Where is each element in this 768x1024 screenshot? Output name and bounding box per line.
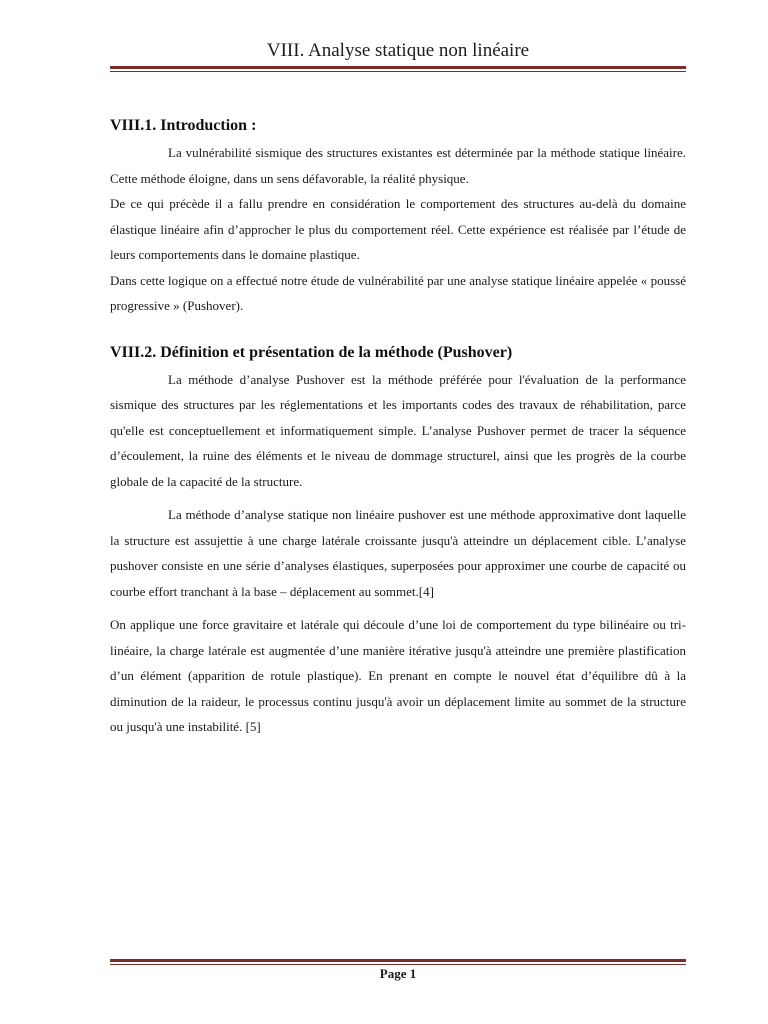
footer-rule-thin xyxy=(110,964,686,965)
footer-rule xyxy=(110,959,686,962)
section-definition xyxy=(110,339,686,740)
paragraph: La méthode d’analyse statique non linéaire pushover est une méthode approximative dont laquelle la structure est assujettie à une charge latérale croissante jusqu'à atteindre un déplacement cible. L’analyse pushover consiste en une série d’analyses élastiques, superposées pour approximer une courbe de capacité ou courbe effort tranchant à la base – déplacement au sommet.[4] xyxy=(110,507,686,599)
paragraph: On applique une force gravitaire et latérale qui découle d’une loi de comportement du type bilinéaire ou tri-linéaire, la charge latérale est augmentée d’une manière itérative jusqu'à atteindre une première plastification d’un élément (apparition de rotule plastique). En prenant en compte le nouvel état d’équilibre dû à la diminution de la raideur, le processus continu jusqu'à avoir un déplacement limite au sommet de la structure ou jusqu'à une instabilité. [5] xyxy=(110,617,686,734)
paragraph: La vulnérabilité sismique des structures existantes est déterminée par la méthode statique linéaire. Cette méthode éloigne, dans un sens défavorable, la réalité physique. xyxy=(110,145,686,186)
section-heading-definition: VIII.2. Définition et présentation de la méthode (Pushover) xyxy=(110,343,513,361)
section-heading-introduction: VIII.1. Introduction : xyxy=(110,117,257,134)
section-introduction xyxy=(110,112,686,319)
page-number: Page 1 xyxy=(379,966,417,981)
header-rule xyxy=(110,66,686,69)
document-body xyxy=(110,112,686,740)
paragraph: La méthode d’analyse Pushover est la méthode préférée pour l'évaluation de la performance sismique des structures par les réglementations et les importants codes des travaux de réhabilitation, parce qu'elle est conceptuellement et informatiquement simple. L’analyse Pushover permet de tracer la séquence d’écoulement, la ruine des éléments et le niveau de dommage structurel, ainsi que les progrès de la courbe globale de la capacité de la structure. xyxy=(110,371,686,489)
paragraph: Dans cette logique on a effectué notre étude de vulnérabilité par une analyse statique linéaire appelée « poussé progressive » (Pushover). xyxy=(110,272,686,313)
paragraph: De ce qui précède il a fallu prendre en considération le comportement des structures au-delà du domaine élastique linéaire afin d’approcher le plus du comportement réel. Cette expérience est réalisée par l’étude de leurs comportements dans le domaine plastique. xyxy=(110,196,686,262)
header-rule-thin xyxy=(110,71,686,72)
running-header-title: VIII. Analyse statique non linéaire xyxy=(266,40,530,61)
